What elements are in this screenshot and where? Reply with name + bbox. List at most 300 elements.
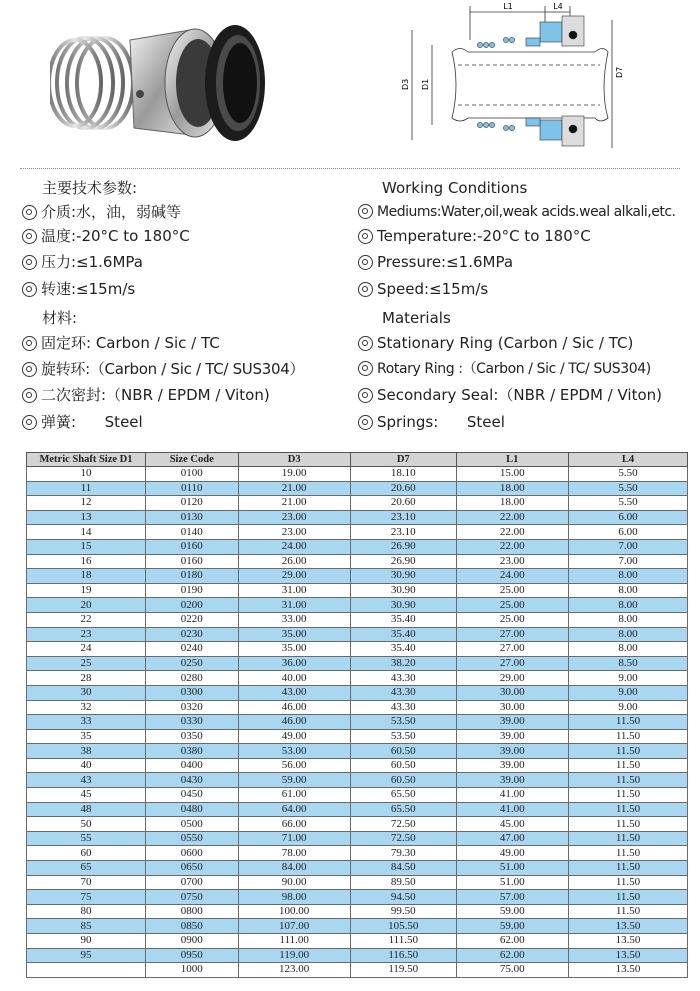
table-cell: 33 [27, 715, 146, 730]
table-cell: 53.00 [238, 744, 350, 759]
table-cell: 24.00 [238, 539, 350, 554]
table-row [27, 963, 688, 978]
table-cell: 35.40 [350, 627, 456, 642]
en-heading-working-conditions: Working Conditions [382, 179, 528, 197]
bullet-icon [358, 336, 373, 351]
table-cell: 0800 [145, 904, 238, 919]
table-cell: 11.50 [568, 904, 687, 919]
table-cell: 25.00 [456, 583, 568, 598]
table-cell: 43 [27, 773, 146, 788]
table-cell: 0650 [145, 861, 238, 876]
table-cell: 59.00 [456, 919, 568, 934]
cn-item: 介质:水，油，弱碱等 [22, 202, 181, 222]
table-cell: 79.30 [350, 846, 456, 861]
bullet-icon [358, 282, 373, 297]
table-cell: 90 [27, 934, 146, 949]
table-cell: 43.30 [350, 671, 456, 686]
table-cell: 0850 [145, 919, 238, 934]
table-cell: 11.50 [568, 817, 687, 832]
table-cell: 23.00 [238, 510, 350, 525]
table-cell: 98.00 [238, 890, 350, 905]
table-cell: 94.50 [350, 890, 456, 905]
table-cell: 0230 [145, 627, 238, 642]
cn-item: 温度:-20°C to 180°C [22, 226, 190, 246]
table-cell: 15 [27, 539, 146, 554]
table-cell: 111.50 [350, 934, 456, 949]
table-row [27, 525, 688, 540]
table-row [27, 744, 688, 759]
table-cell: 35 [27, 729, 146, 744]
table-cell: 31.00 [238, 598, 350, 613]
table-cell: 26.00 [238, 554, 350, 569]
table-cell: 0330 [145, 715, 238, 730]
table-cell: 43.30 [350, 700, 456, 715]
table-row [27, 642, 688, 657]
table-cell: 119.00 [238, 948, 350, 963]
table-row [27, 554, 688, 569]
table-cell: 11.50 [568, 729, 687, 744]
table-cell: 116.50 [350, 948, 456, 963]
table-cell: 50 [27, 817, 146, 832]
table-cell: 0140 [145, 525, 238, 540]
table-cell: 65 [27, 861, 146, 876]
table-cell: 0160 [145, 539, 238, 554]
table-cell: 56.00 [238, 758, 350, 773]
table-cell: 40.00 [238, 671, 350, 686]
table-cell: 75 [27, 890, 146, 905]
table-row [27, 788, 688, 803]
table-cell: 13 [27, 510, 146, 525]
table-cell: 61.00 [238, 788, 350, 803]
rubber-ring-image [205, 25, 265, 141]
table-row [27, 467, 688, 482]
table-row [27, 715, 688, 730]
table-cell: 25 [27, 656, 146, 671]
table-cell: 18.10 [350, 467, 456, 482]
cn-item: 转速:≤15m/s [22, 279, 135, 299]
table-cell: 80 [27, 904, 146, 919]
table-cell: 51.00 [456, 875, 568, 890]
table-cell: 18 [27, 569, 146, 584]
table-cell: 23.10 [350, 525, 456, 540]
table-cell: 84.00 [238, 861, 350, 876]
bullet-icon [22, 282, 37, 297]
product-photo [50, 8, 280, 158]
en-heading-materials: Materials [382, 309, 451, 327]
header-size-code: Size Code [145, 453, 238, 467]
table-cell: 30.90 [350, 598, 456, 613]
table-cell: 22 [27, 612, 146, 627]
table-cell: 9.00 [568, 685, 687, 700]
table-cell: 70 [27, 875, 146, 890]
table-cell: 0190 [145, 583, 238, 598]
table-cell: 46.00 [238, 715, 350, 730]
table-cell: 111.00 [238, 934, 350, 949]
table-cell: 21.00 [238, 481, 350, 496]
table-cell: 25.00 [456, 598, 568, 613]
table-cell: 43.00 [238, 685, 350, 700]
table-cell: 49.00 [456, 846, 568, 861]
table-cell: 48 [27, 802, 146, 817]
table-cell: 0200 [145, 598, 238, 613]
table-cell: 22.00 [456, 525, 568, 540]
table-cell: 11.50 [568, 758, 687, 773]
table-row [27, 685, 688, 700]
table-cell: 49.00 [238, 729, 350, 744]
table-cell: 41.00 [456, 788, 568, 803]
product-figure-area [0, 0, 700, 168]
table-cell: 55 [27, 831, 146, 846]
table-cell: 24 [27, 642, 146, 657]
table-row [27, 817, 688, 832]
table-cell: 30.90 [350, 583, 456, 598]
table-row [27, 773, 688, 788]
table-cell: 8.00 [568, 612, 687, 627]
table-row [27, 948, 688, 963]
table-cell: 35.40 [350, 642, 456, 657]
bullet-icon [22, 415, 37, 430]
table-cell: 18.00 [456, 496, 568, 511]
table-cell: 6.00 [568, 510, 687, 525]
header-l4: L4 [568, 453, 687, 467]
cn-item: 固定环: Carbon / Sic / TC [22, 333, 220, 353]
table-cell: 8.50 [568, 656, 687, 671]
table-cell: 0180 [145, 569, 238, 584]
label-d1: D1 [421, 78, 430, 90]
table-cell: 0240 [145, 642, 238, 657]
table-cell: 0900 [145, 934, 238, 949]
bullet-icon [358, 361, 373, 376]
specifications [0, 176, 700, 438]
table-cell: 95 [27, 948, 146, 963]
table-row [27, 598, 688, 613]
cn-item: 压力:≤1.6MPa [22, 252, 143, 272]
table-cell: 6.00 [568, 525, 687, 540]
table-cell: 60.50 [350, 773, 456, 788]
table-cell: 0450 [145, 788, 238, 803]
table-cell: 0130 [145, 510, 238, 525]
table-body [27, 467, 688, 978]
table-cell: 30.00 [456, 700, 568, 715]
cn-item: 旋转环:（Carbon / Sic / TC/ SUS304） [22, 359, 304, 379]
table-cell: 0120 [145, 496, 238, 511]
header-d3: D3 [238, 453, 350, 467]
table-cell: 60 [27, 846, 146, 861]
table-cell: 89.50 [350, 875, 456, 890]
spring-image [50, 38, 133, 128]
header-d1: Metric Shaft Size D1 [27, 453, 146, 467]
table-cell: 7.00 [568, 554, 687, 569]
table-cell: 47.00 [456, 831, 568, 846]
table-cell: 13.50 [568, 948, 687, 963]
table-cell: 45 [27, 788, 146, 803]
cross-section-drawing [400, 0, 630, 160]
label-l1: L1 [503, 2, 513, 11]
bullet-icon [22, 205, 37, 220]
bullet-icon [358, 415, 373, 430]
table-cell: 0220 [145, 612, 238, 627]
table-cell: 60.50 [350, 758, 456, 773]
table-cell: 41.00 [456, 802, 568, 817]
table-cell: 0350 [145, 729, 238, 744]
table-cell: 10 [27, 467, 146, 482]
table-cell: 8.00 [568, 569, 687, 584]
table-cell: 0430 [145, 773, 238, 788]
table-cell: 26.90 [350, 539, 456, 554]
table-cell: 13.50 [568, 934, 687, 949]
table-cell: 27.00 [456, 642, 568, 657]
table-cell: 11.50 [568, 773, 687, 788]
table-cell: 71.00 [238, 831, 350, 846]
table-cell: 19 [27, 583, 146, 598]
table-cell: 8.00 [568, 583, 687, 598]
en-item: Pressure:≤1.6MPa [358, 252, 513, 272]
table-cell: 40 [27, 758, 146, 773]
table-cell: 45.00 [456, 817, 568, 832]
table-cell: 39.00 [456, 758, 568, 773]
table-cell: 0600 [145, 846, 238, 861]
table-cell: 12 [27, 496, 146, 511]
bullet-icon [22, 229, 37, 244]
table-cell: 0380 [145, 744, 238, 759]
table-cell: 11.50 [568, 788, 687, 803]
table-cell: 78.00 [238, 846, 350, 861]
table-cell: 35.00 [238, 627, 350, 642]
header-l1: L1 [456, 453, 568, 467]
table-cell: 8.00 [568, 598, 687, 613]
table-row [27, 627, 688, 642]
table-cell: 90.00 [238, 875, 350, 890]
table-row [27, 890, 688, 905]
table-cell: 62.00 [456, 948, 568, 963]
bullet-icon [358, 204, 373, 219]
table-cell: 0700 [145, 875, 238, 890]
table-row [27, 510, 688, 525]
table-cell: 22.00 [456, 510, 568, 525]
table-cell [27, 963, 146, 978]
cn-item: 弹簧: Steel [22, 412, 143, 432]
table-cell: 23.00 [456, 554, 568, 569]
table-cell: 16 [27, 554, 146, 569]
cn-heading-parameters: 主要技术参数: [42, 179, 138, 197]
table-cell: 35.00 [238, 642, 350, 657]
table-cell: 24.00 [456, 569, 568, 584]
label-l4: L4 [553, 2, 563, 11]
table-cell: 21.00 [238, 496, 350, 511]
table-row [27, 700, 688, 715]
table-row [27, 656, 688, 671]
table-row [27, 539, 688, 554]
label-d7: D7 [615, 66, 624, 78]
table-cell: 32 [27, 700, 146, 715]
table-cell: 36.00 [238, 656, 350, 671]
bullet-icon [22, 388, 37, 403]
header-d7: D7 [350, 453, 456, 467]
table-row [27, 846, 688, 861]
table-cell: 72.50 [350, 831, 456, 846]
table-cell: 11.50 [568, 831, 687, 846]
table-cell: 35.40 [350, 612, 456, 627]
table-cell: 107.00 [238, 919, 350, 934]
table-cell: 39.00 [456, 715, 568, 730]
table-cell: 0950 [145, 948, 238, 963]
table-cell: 25.00 [456, 612, 568, 627]
table-cell: 31.00 [238, 583, 350, 598]
size-table [26, 452, 688, 978]
table-cell: 11 [27, 481, 146, 496]
table-cell: 20 [27, 598, 146, 613]
en-item: Stationary Ring (Carbon / Sic / TC) [358, 333, 633, 353]
table-cell: 11.50 [568, 861, 687, 876]
table-cell: 18.00 [456, 481, 568, 496]
dotted-divider [20, 168, 680, 169]
table-cell: 0550 [145, 831, 238, 846]
table-cell: 19.00 [238, 467, 350, 482]
table-cell: 27.00 [456, 627, 568, 642]
en-item: Secondary Seal:（NBR / EPDM / Viton) [358, 385, 662, 405]
table-cell: 75.00 [456, 963, 568, 978]
table-cell: 59.00 [238, 773, 350, 788]
en-item: Mediums:Water,oil,weak acids.weal alkali,etc. [358, 202, 676, 222]
table-cell: 23.00 [238, 525, 350, 540]
table-cell: 26.90 [350, 554, 456, 569]
table-row [27, 481, 688, 496]
table-row [27, 758, 688, 773]
table-cell: 20.60 [350, 496, 456, 511]
table-cell: 9.00 [568, 671, 687, 686]
table-cell: 119.50 [350, 963, 456, 978]
table-cell: 57.00 [456, 890, 568, 905]
table-cell: 0110 [145, 481, 238, 496]
cn-item: 二次密封:（NBR / EPDM / Viton) [22, 385, 270, 405]
table-cell: 39.00 [456, 773, 568, 788]
table-cell: 60.50 [350, 744, 456, 759]
table-cell: 51.00 [456, 861, 568, 876]
table-cell: 7.00 [568, 539, 687, 554]
table-cell: 8.00 [568, 627, 687, 642]
table-cell: 0100 [145, 467, 238, 482]
table-cell: 30.00 [456, 685, 568, 700]
en-item: Rotary Ring :（Carbon / Sic / TC/ SUS304) [358, 359, 651, 379]
en-item: Speed:≤15m/s [358, 279, 488, 299]
table-cell: 0480 [145, 802, 238, 817]
table-cell: 29.00 [456, 671, 568, 686]
table-cell: 5.50 [568, 481, 687, 496]
bullet-icon [358, 388, 373, 403]
en-item: Springs: Steel [358, 412, 505, 432]
bullet-icon [22, 255, 37, 270]
bullet-icon [22, 336, 37, 351]
table-cell: 72.50 [350, 817, 456, 832]
table-cell: 59.00 [456, 904, 568, 919]
table-cell: 13.50 [568, 919, 687, 934]
table-cell: 11.50 [568, 802, 687, 817]
table-cell: 11.50 [568, 715, 687, 730]
table-cell: 100.00 [238, 904, 350, 919]
table-cell: 105.50 [350, 919, 456, 934]
table-cell: 53.50 [350, 729, 456, 744]
table-cell: 0250 [145, 656, 238, 671]
table-cell: 14 [27, 525, 146, 540]
table-cell: 0750 [145, 890, 238, 905]
table-cell: 65.50 [350, 802, 456, 817]
bullet-icon [22, 362, 37, 377]
table-cell: 23.10 [350, 510, 456, 525]
bullet-icon [358, 255, 373, 270]
table-cell: 5.50 [568, 496, 687, 511]
table-cell: 30 [27, 685, 146, 700]
table-row [27, 875, 688, 890]
table-cell: 29.00 [238, 569, 350, 584]
table-cell: 33.00 [238, 612, 350, 627]
table-cell: 62.00 [456, 934, 568, 949]
table-cell: 1000 [145, 963, 238, 978]
table-row [27, 569, 688, 584]
table-cell: 11.50 [568, 890, 687, 905]
table-cell: 0320 [145, 700, 238, 715]
table-cell: 38 [27, 744, 146, 759]
table-cell: 30.90 [350, 569, 456, 584]
table-cell: 46.00 [238, 700, 350, 715]
table-row [27, 729, 688, 744]
table-cell: 20.60 [350, 481, 456, 496]
table-cell: 27.00 [456, 656, 568, 671]
table-cell: 0160 [145, 554, 238, 569]
table-row [27, 671, 688, 686]
table-cell: 43.30 [350, 685, 456, 700]
table-row [27, 831, 688, 846]
table-cell: 11.50 [568, 744, 687, 759]
table-cell: 39.00 [456, 744, 568, 759]
table-cell: 22.00 [456, 539, 568, 554]
table-cell: 39.00 [456, 729, 568, 744]
table-row [27, 904, 688, 919]
table-row [27, 612, 688, 627]
table-row [27, 802, 688, 817]
table-cell: 11.50 [568, 846, 687, 861]
table-cell: 23 [27, 627, 146, 642]
table-cell: 11.50 [568, 875, 687, 890]
table-row [27, 496, 688, 511]
table-cell: 85 [27, 919, 146, 934]
table-cell: 84.50 [350, 861, 456, 876]
table-cell: 28 [27, 671, 146, 686]
table-cell: 8.00 [568, 642, 687, 657]
label-d3: D3 [401, 78, 410, 90]
table-cell: 123.00 [238, 963, 350, 978]
table-cell: 53.50 [350, 715, 456, 730]
table-header-row [27, 453, 688, 467]
table-cell: 0280 [145, 671, 238, 686]
table-row [27, 583, 688, 598]
table-cell: 99.50 [350, 904, 456, 919]
table-cell: 66.00 [238, 817, 350, 832]
table-cell: 5.50 [568, 467, 687, 482]
table-cell: 15.00 [456, 467, 568, 482]
en-item: Temperature:-20°C to 180°C [358, 226, 591, 246]
table-cell: 65.50 [350, 788, 456, 803]
table-cell: 38.20 [350, 656, 456, 671]
table-cell: 64.00 [238, 802, 350, 817]
table-cell: 0300 [145, 685, 238, 700]
table-row [27, 934, 688, 949]
table-row [27, 919, 688, 934]
cn-heading-materials: 材料: [42, 309, 78, 327]
bullet-icon [358, 229, 373, 244]
table-cell: 0500 [145, 817, 238, 832]
table-row [27, 861, 688, 876]
table-cell: 9.00 [568, 700, 687, 715]
